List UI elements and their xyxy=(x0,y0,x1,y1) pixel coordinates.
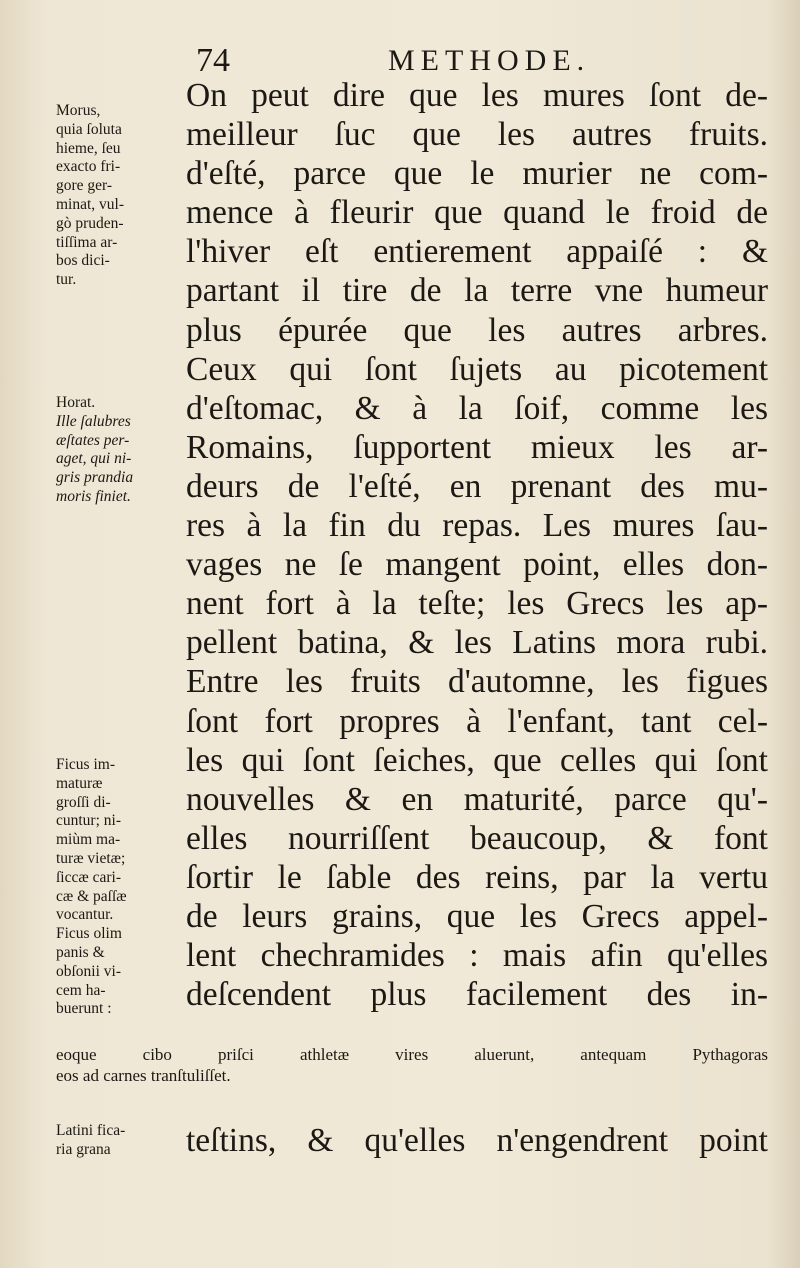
text-line: partant il tire de la terre vne humeur xyxy=(186,272,768,310)
continuation-text xyxy=(186,1121,768,1160)
margin-line: Ficus im- xyxy=(56,756,115,773)
margin-line: gore ger- xyxy=(56,177,113,195)
margin-line: Morus, xyxy=(56,102,101,119)
text-line: ſortir le ſable des reins, par la vertu xyxy=(186,858,768,896)
text-line: deſcendent plus facilement des in- xyxy=(186,976,768,1014)
margin-line: moris finiet. xyxy=(56,487,131,505)
margin-line: obſonii vi- xyxy=(56,962,122,980)
text-line: nouvelles & en maturité, parce qu'- xyxy=(186,780,768,818)
margin-source: Horat. xyxy=(56,394,96,411)
text-line: de leurs grains, que les Grecs appel- xyxy=(186,897,768,935)
text-line: On peut dire que les mures ſont de- xyxy=(186,77,768,114)
running-title: METHODE. xyxy=(388,44,591,77)
margin-line: æſtates per- xyxy=(56,431,130,449)
margin-line: ſiccæ cari- xyxy=(56,868,121,886)
margin-line: vocantur. xyxy=(56,906,114,924)
margin-line: cæ & paſſæ xyxy=(56,887,127,905)
text-line: nent fort à la teſte; les Grecs les ap- xyxy=(186,585,768,623)
text-line: les qui ſont ſeiches, que celles qui ſont xyxy=(186,741,768,779)
margin-line: gris prandia xyxy=(56,469,134,487)
margin-note-horace xyxy=(56,394,184,507)
margin-line: bos dici- xyxy=(56,252,110,270)
text-line: elles nourriſſent beaucoup, & font xyxy=(186,819,768,857)
margin-line: Latini fica- xyxy=(56,1122,126,1139)
margin-line: groſſi di- xyxy=(56,793,111,811)
text-line: d'eſtomac, & à la ſoif, comme les xyxy=(186,389,768,427)
margin-line: cem ha- xyxy=(56,981,106,999)
margin-line: ria grana xyxy=(56,1140,111,1158)
text-line: mence à fleurir que quand le froid de xyxy=(186,194,768,232)
margin-line: miùm ma- xyxy=(56,831,121,849)
margin-line: buerunt : xyxy=(56,1000,112,1018)
text-line: lent chechramides : mais afin qu'elles xyxy=(186,937,768,975)
margin-line: tur. xyxy=(56,271,77,289)
text-line: Ceux qui ſont ſujets au picotement xyxy=(186,350,768,388)
text-line: ſont fort propres à l'enfant, tant cel- xyxy=(186,702,768,740)
margin-note-morus xyxy=(56,102,184,290)
text-line: vages ne ſe mangent point, elles don- xyxy=(186,546,768,584)
margin-line: gò pruden- xyxy=(56,214,124,232)
footnote-line: eos ad carnes tranſtuliſſet. xyxy=(56,1066,231,1085)
margin-line: Ficus olim xyxy=(56,925,122,943)
margin-line: maturæ xyxy=(56,774,103,792)
margin-line: Ille ſalubres xyxy=(56,412,131,430)
margin-line: cuntur; ni- xyxy=(56,812,121,830)
margin-line: exacto fri- xyxy=(56,158,121,176)
margin-line: turæ vietæ; xyxy=(56,849,126,867)
margin-line: minat, vul- xyxy=(56,195,125,213)
footnote-line: eoque cibo priſci athletæ vires aluerunt, antequam Pythagoras xyxy=(56,1045,768,1064)
margin-line: aget, qui ni- xyxy=(56,450,132,468)
main-text-block xyxy=(186,76,768,1014)
text-line: Entre les fruits d'automne, les figues xyxy=(186,663,768,701)
text-line: Romains, ſupportent mieux les ar- xyxy=(186,428,768,466)
text-line: deurs de l'eſté, en prenant des mu- xyxy=(186,467,768,505)
footnote-block xyxy=(56,1044,768,1086)
text-line: meilleur ſuc que les autres fruits. xyxy=(186,116,768,154)
text-line: l'hiver eſt entierement appaiſé : & xyxy=(186,233,768,271)
text-line: pellent batina, & les Latins mora rubi. xyxy=(186,624,768,662)
page-number: 74 xyxy=(196,42,230,79)
margin-line: quia ſoluta xyxy=(56,120,122,138)
text-line: res à la fin du repas. Les mures ſau- xyxy=(186,507,768,545)
text-line: d'eſté, parce que le murier ne com- xyxy=(186,155,768,193)
text-line: plus épurée que les autres arbres. xyxy=(186,311,768,349)
margin-line: tiſſima ar- xyxy=(56,233,118,251)
margin-note-ficus xyxy=(56,756,184,1019)
margin-line: panis & xyxy=(56,943,105,961)
text-line: teſtins, & qu'elles n'engendrent point xyxy=(186,1122,768,1159)
margin-line: hieme, ſeu xyxy=(56,139,121,157)
margin-note-latini xyxy=(56,1122,184,1160)
